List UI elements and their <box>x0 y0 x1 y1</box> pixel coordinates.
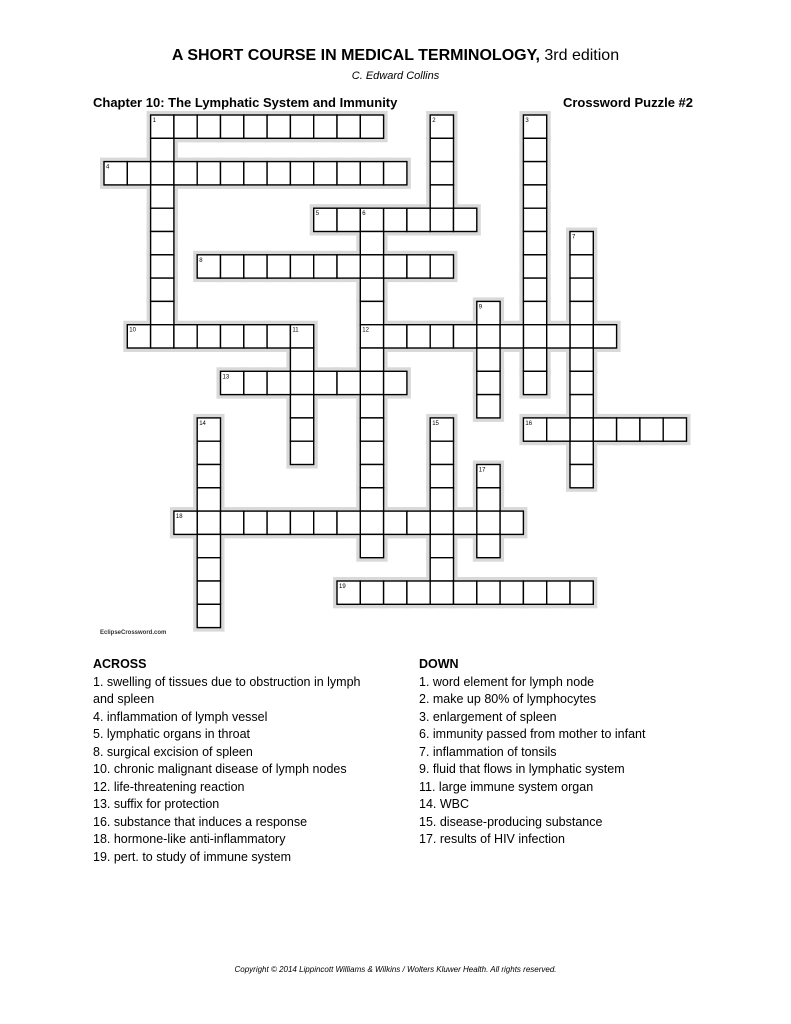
grid-cell[interactable] <box>151 162 174 185</box>
grid-cell[interactable] <box>570 278 593 301</box>
grid-cell[interactable] <box>663 418 686 441</box>
grid-cell[interactable] <box>360 418 383 441</box>
cell-number: 4 <box>106 164 110 171</box>
grid-cell[interactable] <box>221 255 244 278</box>
cell-number: 6 <box>362 211 366 218</box>
grid-cell[interactable] <box>523 255 546 278</box>
grid-cell[interactable] <box>477 325 500 348</box>
clue-down: 14. WBC <box>419 797 470 811</box>
cell-number: 10 <box>129 327 136 334</box>
grid-cell[interactable] <box>523 325 546 348</box>
grid-cell[interactable] <box>477 348 500 371</box>
grid-cell[interactable] <box>290 255 313 278</box>
grid-cell[interactable] <box>360 511 383 534</box>
grid-cell[interactable] <box>500 581 523 604</box>
clue-across: 8. surgical excision of spleen <box>93 744 253 759</box>
grid-cell[interactable] <box>407 511 430 534</box>
clue-across: 4. inflammation of lymph vessel <box>93 709 268 724</box>
clue-across: 10. chronic malignant disease of lymph nodes <box>93 762 347 776</box>
grid-cell[interactable] <box>290 395 313 418</box>
clue-across: 19. pert. to study of immune system <box>93 849 291 864</box>
cell-number: 3 <box>525 118 529 124</box>
clue-across: 1. swelling of tissues due to obstruction in lymph and spleen <box>93 674 361 706</box>
grid-cell[interactable] <box>523 301 546 324</box>
watermark: EclipseCrossword.com <box>100 630 167 636</box>
grid-cell[interactable] <box>477 511 500 534</box>
grid-cell[interactable] <box>244 162 267 185</box>
grid-cell[interactable] <box>617 418 640 441</box>
grid-cell[interactable] <box>593 325 616 348</box>
grid-cell[interactable] <box>384 581 407 604</box>
grid-cell[interactable] <box>197 441 220 464</box>
grid-cell[interactable] <box>523 371 546 394</box>
grid-cell[interactable] <box>430 558 453 581</box>
chapter-heading: Chapter 10: The Lymphatic System and Immunity <box>93 95 398 110</box>
author: C. Edward Collins <box>351 70 440 82</box>
grid-cell[interactable] <box>430 488 453 511</box>
grid-cell[interactable] <box>430 465 453 488</box>
grid-cell[interactable] <box>360 162 383 185</box>
grid-cell[interactable] <box>314 511 337 534</box>
clue-down: 3. enlargement of spleen <box>419 709 557 724</box>
grid-cell[interactable] <box>570 441 593 464</box>
grid-cell[interactable] <box>384 208 407 231</box>
grid-cell[interactable] <box>197 581 220 604</box>
grid-cell[interactable] <box>430 138 453 161</box>
grid-cell[interactable] <box>151 185 174 208</box>
grid-cell[interactable] <box>314 162 337 185</box>
grid-cell[interactable] <box>197 488 220 511</box>
grid-cell[interactable] <box>360 348 383 371</box>
grid-cell[interactable] <box>244 371 267 394</box>
grid-cell[interactable] <box>360 488 383 511</box>
grid-cell[interactable] <box>360 465 383 488</box>
clue-across: 18. hormone-like anti-inflammatory <box>93 832 286 846</box>
across-clues <box>93 656 383 866</box>
grid-cell[interactable] <box>547 418 570 441</box>
grid-cell[interactable] <box>407 581 430 604</box>
grid-cell[interactable] <box>337 208 360 231</box>
grid-cell[interactable] <box>547 581 570 604</box>
grid-cell[interactable] <box>570 371 593 394</box>
grid-cell[interactable] <box>337 255 360 278</box>
grid-cell[interactable] <box>407 255 430 278</box>
grid-cell[interactable] <box>360 278 383 301</box>
cell-number: 5 <box>315 211 320 218</box>
grid-cell[interactable] <box>360 232 383 255</box>
grid-cell[interactable] <box>454 511 477 534</box>
cell-number: 7 <box>572 234 576 241</box>
cell-number: 18 <box>175 514 183 521</box>
grid-cell[interactable] <box>244 255 267 278</box>
grid-cell[interactable] <box>267 162 290 185</box>
grid-cell[interactable] <box>500 325 523 348</box>
clue-down: 1. word element for lymph node <box>419 674 595 689</box>
grid-cell[interactable] <box>430 162 453 185</box>
cell-number: 17 <box>478 467 486 474</box>
cell-number: 19 <box>339 584 346 590</box>
grid-cell[interactable] <box>267 115 290 138</box>
grid-cell[interactable] <box>267 511 290 534</box>
grid-cell[interactable] <box>523 185 546 208</box>
grid-cell[interactable] <box>221 511 244 534</box>
cell-number: 9 <box>478 304 483 311</box>
grid-cell[interactable] <box>477 395 500 418</box>
copyright: Copyright © 2014 Lippincott Williams & Wilkins / Wolters Kluwer Health. All rights reserved. <box>234 965 557 974</box>
grid-cell[interactable] <box>197 115 220 138</box>
grid-cell[interactable] <box>477 488 500 511</box>
grid-cell[interactable] <box>477 371 500 394</box>
grid-cell[interactable] <box>384 162 407 185</box>
grid-cell[interactable] <box>384 325 407 348</box>
grid-cell[interactable] <box>221 115 244 138</box>
title-edition: 3rd edition <box>544 47 620 64</box>
grid-cell[interactable] <box>407 325 430 348</box>
grid-cell[interactable] <box>337 115 360 138</box>
grid-cell[interactable] <box>337 162 360 185</box>
down-heading: DOWN <box>419 657 459 671</box>
grid-cell[interactable] <box>151 278 174 301</box>
grid-cell[interactable] <box>454 581 477 604</box>
grid-cell[interactable] <box>174 115 197 138</box>
grid-cell[interactable] <box>570 301 593 324</box>
grid-cell[interactable] <box>314 115 337 138</box>
cell-number: 15 <box>432 420 439 427</box>
clue-down: 17. results of HIV infection <box>419 832 565 846</box>
grid-cell[interactable] <box>221 325 244 348</box>
clue-down: 15. disease-producing substance <box>419 814 603 829</box>
grid-cell[interactable] <box>174 325 197 348</box>
grid-cell[interactable] <box>290 162 313 185</box>
grid-cell[interactable] <box>523 581 546 604</box>
grid-cell[interactable] <box>454 208 477 231</box>
grid-cell[interactable] <box>360 395 383 418</box>
grid-cell[interactable] <box>570 581 593 604</box>
grid-cell[interactable] <box>151 208 174 231</box>
clue-down: 9. fluid that flows in lymphatic system <box>419 762 625 776</box>
grid-cell[interactable] <box>523 348 546 371</box>
grid-cell[interactable] <box>197 162 220 185</box>
grid-cell[interactable] <box>360 371 383 394</box>
grid-cell[interactable] <box>500 511 523 534</box>
grid-cell[interactable] <box>523 162 546 185</box>
clue-down: 7. inflammation of tonsils <box>419 744 557 759</box>
grid-cell[interactable] <box>430 208 453 231</box>
down-clues <box>419 656 719 849</box>
grid-cell[interactable] <box>430 185 453 208</box>
grid-cell[interactable] <box>430 511 453 534</box>
grid-cell[interactable] <box>430 441 453 464</box>
clue-across: 16. substance that induces a response <box>93 814 308 829</box>
grid-cell[interactable] <box>290 348 313 371</box>
grid-cell[interactable] <box>430 581 453 604</box>
puzzle-heading: Crossword Puzzle #2 <box>562 95 693 110</box>
grid-cell[interactable] <box>523 232 546 255</box>
grid-cell[interactable] <box>221 162 244 185</box>
grid-cell[interactable] <box>547 325 570 348</box>
grid-cell[interactable] <box>454 325 477 348</box>
grid-cell[interactable] <box>430 534 453 557</box>
grid-cell[interactable] <box>570 348 593 371</box>
grid-cell[interactable] <box>151 138 174 161</box>
grid-cell[interactable] <box>570 395 593 418</box>
grid-cell[interactable] <box>384 371 407 394</box>
cell-number: 14 <box>199 420 206 427</box>
grid-cell[interactable] <box>314 371 337 394</box>
grid-cell[interactable] <box>337 371 360 394</box>
grid-cell[interactable] <box>384 255 407 278</box>
grid-cell[interactable] <box>407 208 430 231</box>
grid-cell[interactable] <box>197 511 220 534</box>
grid-cell[interactable] <box>430 255 453 278</box>
grid-cell[interactable] <box>477 534 500 557</box>
clue-across: 13. suffix for protection <box>93 797 220 811</box>
grid-cell[interactable] <box>174 162 197 185</box>
cell-number: 12 <box>362 327 369 334</box>
grid-cell[interactable] <box>244 115 267 138</box>
clue-across: 5. lymphatic organs in throat <box>93 727 251 741</box>
grid-cell[interactable] <box>430 325 453 348</box>
grid-cell[interactable] <box>290 441 313 464</box>
grid-cell[interactable] <box>360 581 383 604</box>
title-bold: A SHORT COURSE IN MEDICAL TERMINOLOGY, <box>171 47 540 64</box>
grid-cell[interactable] <box>570 325 593 348</box>
grid-cell[interactable] <box>570 465 593 488</box>
grid-cell[interactable] <box>151 255 174 278</box>
cell-number: 13 <box>222 374 230 381</box>
grid-cell[interactable] <box>290 371 313 394</box>
grid-cell[interactable] <box>360 301 383 324</box>
grid-cell[interactable] <box>640 418 663 441</box>
grid-cell[interactable] <box>570 418 593 441</box>
cell-number: 11 <box>292 327 299 334</box>
grid-cell[interactable] <box>360 441 383 464</box>
grid-cell[interactable] <box>197 558 220 581</box>
grid-cell[interactable] <box>337 511 360 534</box>
cell-number: 16 <box>525 420 533 427</box>
grid-cell[interactable] <box>290 511 313 534</box>
grid-cell[interactable] <box>197 534 220 557</box>
grid-cell[interactable] <box>290 418 313 441</box>
grid-cell[interactable] <box>384 511 407 534</box>
grid-cell[interactable] <box>267 325 290 348</box>
grid-cell[interactable] <box>290 115 313 138</box>
across-heading: ACROSS <box>93 657 147 671</box>
grid-cell[interactable] <box>197 325 220 348</box>
grid-cell[interactable] <box>267 371 290 394</box>
grid-cell[interactable] <box>477 581 500 604</box>
grid-cell[interactable] <box>360 534 383 557</box>
cell-number: 2 <box>432 118 436 124</box>
grid-cell[interactable] <box>151 325 174 348</box>
grid-cell[interactable] <box>523 208 546 231</box>
grid-cell[interactable] <box>197 465 220 488</box>
grid-cell[interactable] <box>360 115 383 138</box>
clue-across: 12. life-threatening reaction <box>93 779 245 794</box>
clue-down: 6. immunity passed from mother to infant <box>419 727 646 741</box>
grid-cell[interactable] <box>151 301 174 324</box>
grid-cell[interactable] <box>523 278 546 301</box>
cell-number: 8 <box>199 257 203 264</box>
grid-cell[interactable] <box>267 255 290 278</box>
cell-number: 1 <box>152 118 156 124</box>
grid-cell[interactable] <box>244 511 267 534</box>
grid-cell[interactable] <box>314 255 337 278</box>
grid-cell[interactable] <box>197 604 220 627</box>
grid-cell[interactable] <box>523 138 546 161</box>
clue-down: 11. large immune system organ <box>419 779 594 794</box>
grid-cell[interactable] <box>360 255 383 278</box>
grid-cell[interactable] <box>570 255 593 278</box>
grid-cell[interactable] <box>244 325 267 348</box>
clue-down: 2. make up 80% of lymphocytes <box>419 692 597 706</box>
grid-cell[interactable] <box>593 418 616 441</box>
grid-cell[interactable] <box>127 162 150 185</box>
grid-cell[interactable] <box>151 232 174 255</box>
